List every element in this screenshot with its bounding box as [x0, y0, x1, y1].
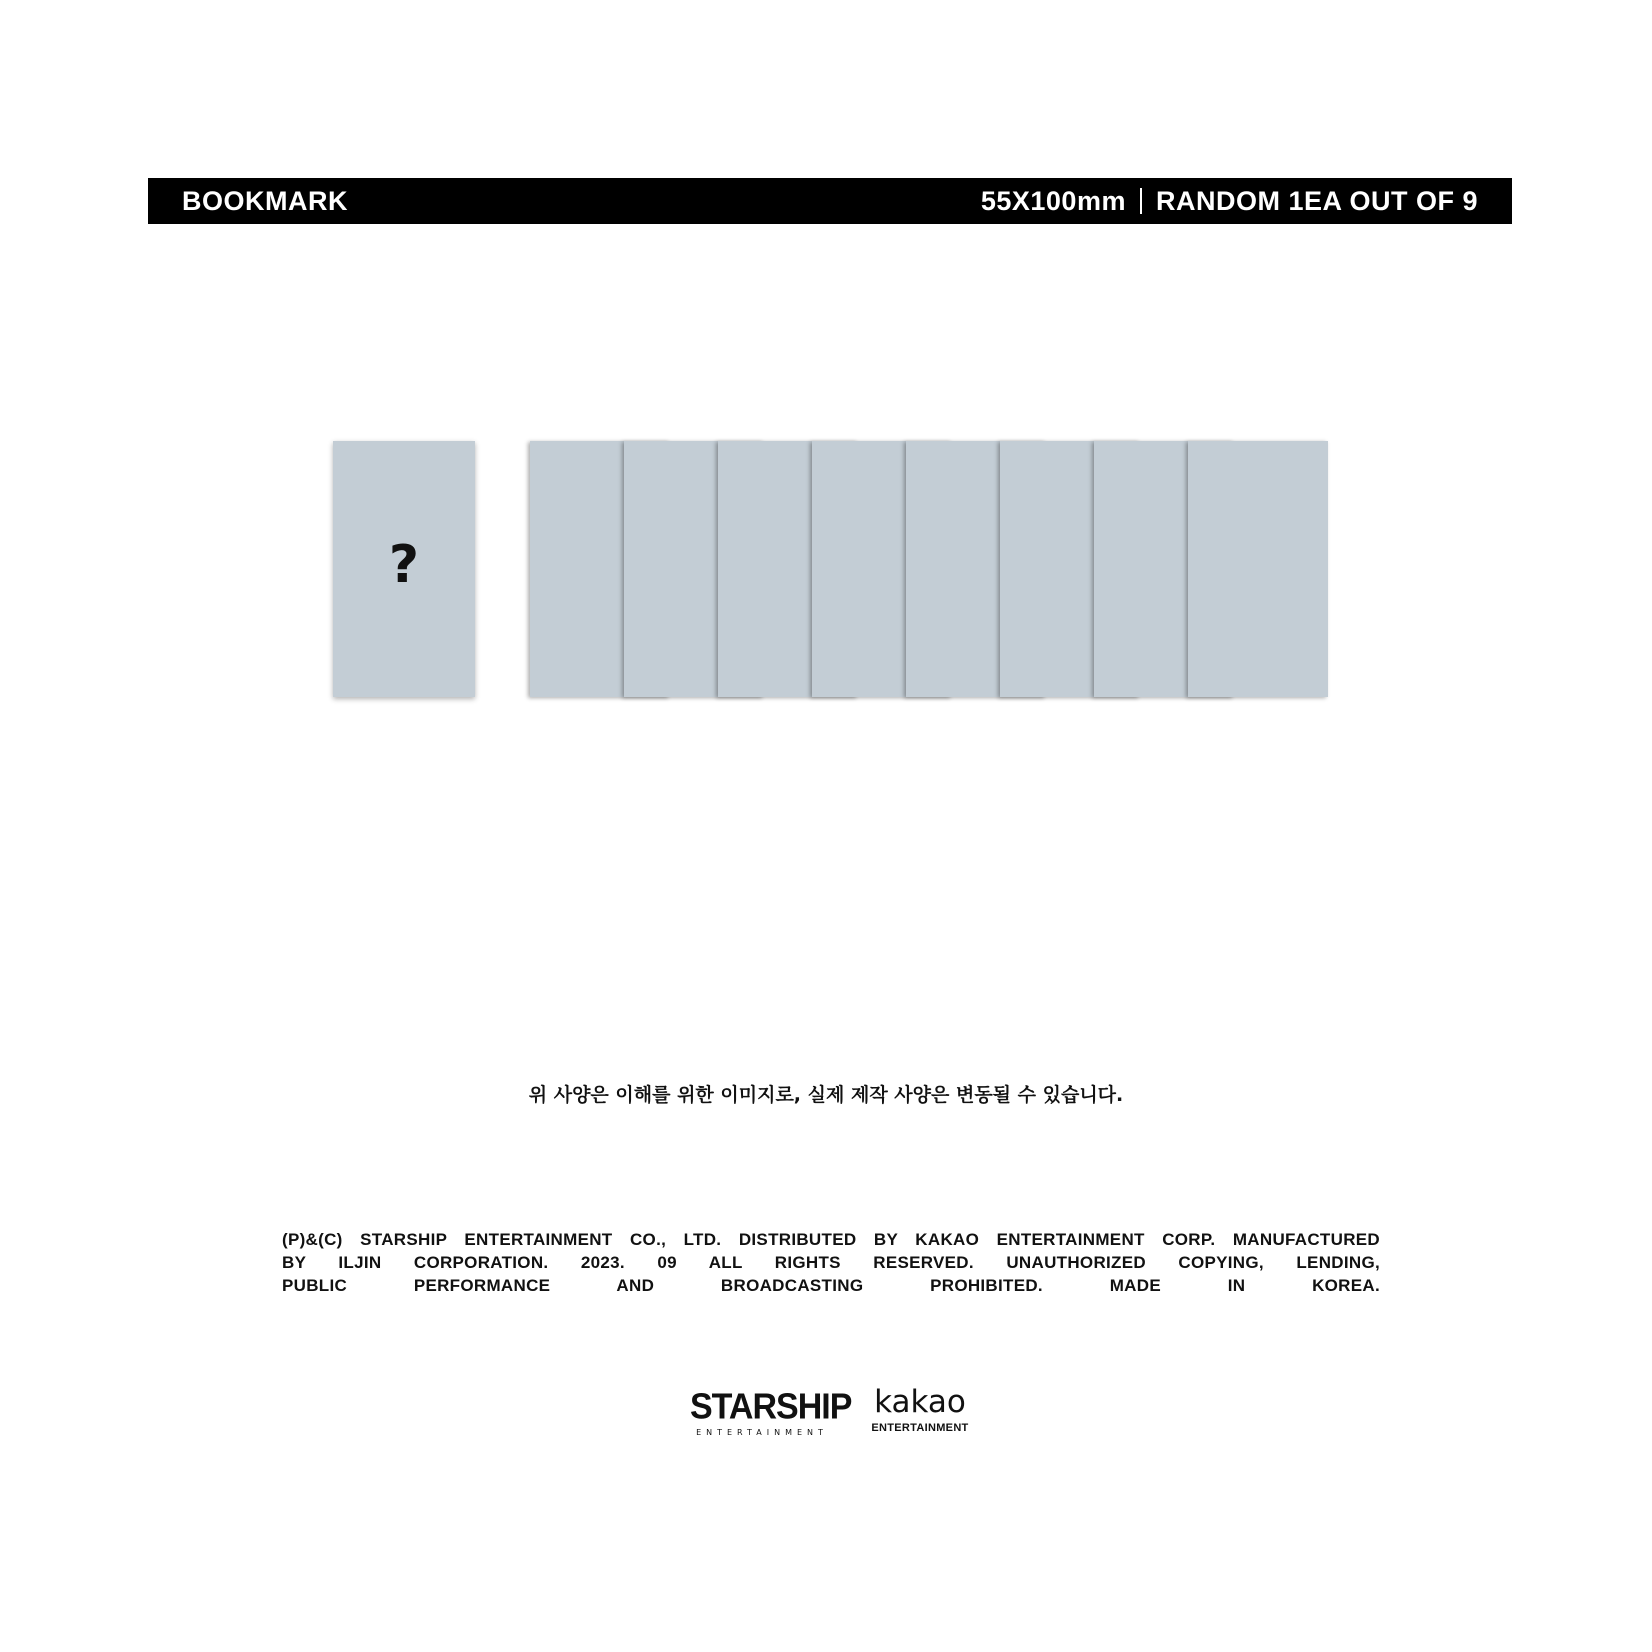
kakao-logo [860, 1384, 980, 1434]
spec-notice: 위 사양은 이해를 위한 이미지로, 실제 제작 사양은 변동될 수 있습니다. [528, 1084, 1124, 1106]
copyright-line: BY ILJIN CORPORATION. 2023. 09 ALL RIGHTS RESERVED. UNAUTHORIZED COPYING, LENDING, [282, 1253, 1380, 1272]
kakao-logo-word: kakao [874, 1384, 966, 1420]
copyright-line: (P)&(C) STARSHIP ENTERTAINMENT CO., LTD. DISTRIBUTED BY KAKAO ENTERTAINMENT CORP. MANUFACTURED [282, 1230, 1380, 1249]
header-bar [148, 178, 1512, 224]
size-label: 55X100mm [980, 185, 1126, 216]
mystery-bookmark-card [333, 441, 475, 697]
header-title: BOOKMARK [182, 185, 348, 216]
company-logos [690, 1384, 990, 1450]
copyright-line: PUBLIC PERFORMANCE AND BROADCASTING PROHIBITED. MADE IN KOREA. [282, 1276, 1380, 1295]
bookmark-card [1188, 441, 1328, 697]
random-note: RANDOM 1EA OUT OF 9 [1155, 185, 1478, 216]
header-divider [1140, 188, 1142, 214]
starship-logo [690, 1387, 852, 1437]
starship-logo-word: STARSHIP [690, 1387, 852, 1427]
header-spec [981, 186, 1478, 217]
question-mark-icon: ? [388, 535, 420, 595]
kakao-logo-sub: ENTERTAINMENT [871, 1422, 969, 1434]
starship-logo-sub: ENTERTAINMENT [696, 1428, 828, 1437]
bookmark-card-stack [530, 441, 1330, 697]
copyright-notice [282, 1228, 1380, 1297]
